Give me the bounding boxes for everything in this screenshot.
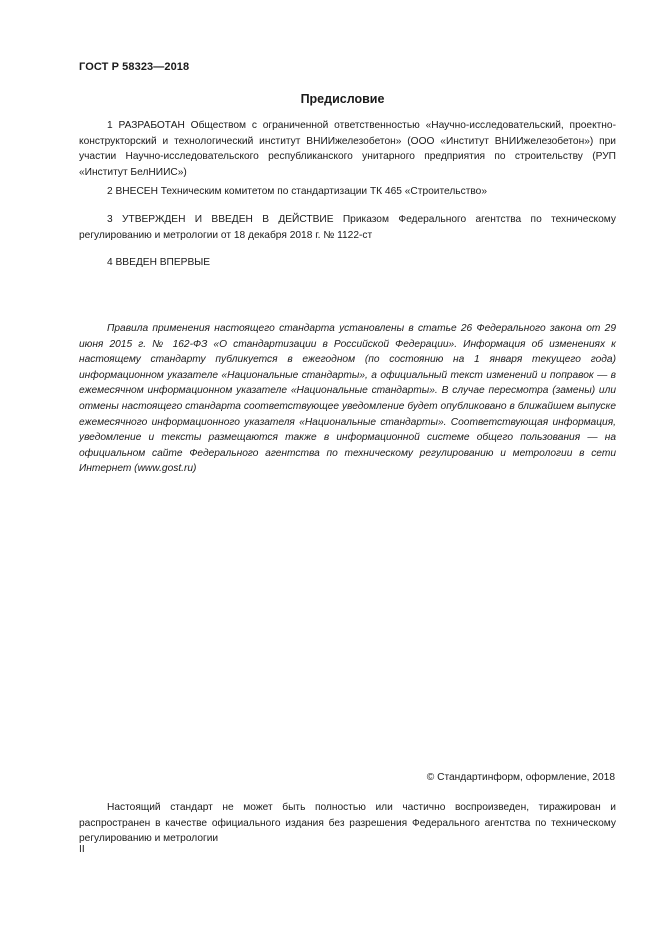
standard-application-rules: Правила применения настоящего стандарта установлены в статье 26 Федерального закона от 29 июня 2015 г. № 162-ФЗ «О стандартизации в Российской Федерации». Информация об изменениях к настоящему стандарту публикуется в ежегодном (по состоянию на 1 января текущего года) информационном указателе «Национальные стандарты», а официальный текст изменений и поправок — в ежемесячном информационном указателе «Национальные стандарты». В случае пересмотра (замены) или отмены настоящего стандарта соответствующее уведомление будет опубликовано в ближайшем выпуске ежемесячного информационного указателя «Национальные стандарты». Соответствующая информация, уведомление и тексты размещаются также в информационной системе общего пользования — на официальном сайте Федерального агентства по техническому регулированию и метрологии в сети Интернет (www.gost.ru): [79, 323, 616, 475]
page-header-doc-code: ГОСТ Р 58323—2018: [79, 61, 190, 73]
copyright-notice: © Стандартинформ, оформление, 2018: [426, 772, 615, 783]
page-number: II: [79, 844, 85, 855]
foreword-title: Предисловие: [300, 92, 385, 106]
reproduction-notice: Настоящий стандарт не может быть полностью или частично воспроизведен, тиражирован и распространен в качестве официального издания без разрешения Федерального агентства по техническому регулированию и метрологии: [79, 802, 616, 845]
foreword-item-3: 3 УТВЕРЖДЕН И ВВЕДЕН В ДЕЙСТВИЕ Приказом Федерального агентства по техническому регулированию и метрологии от 18 декабря 2018 г. № 1122-ст: [79, 214, 616, 241]
foreword-item-1: 1 РАЗРАБОТАН Обществом с ограниченной ответственностью «Научно-исследовательский, проектно-конструкторский и технологический институт ВНИИжелезобетон» (ООО «Институт ВНИИжелезобетон») при участии Научно-исследовательского республиканского унитарного предприятия по строительству (РУП «Институт БелНИИС»): [79, 120, 616, 178]
foreword-item-2: 2 ВНЕСЕН Техническим комитетом по стандартизации ТК 465 «Строительство»: [107, 186, 487, 197]
foreword-item-4: 4 ВВЕДЕН ВПЕРВЫЕ: [107, 257, 211, 268]
